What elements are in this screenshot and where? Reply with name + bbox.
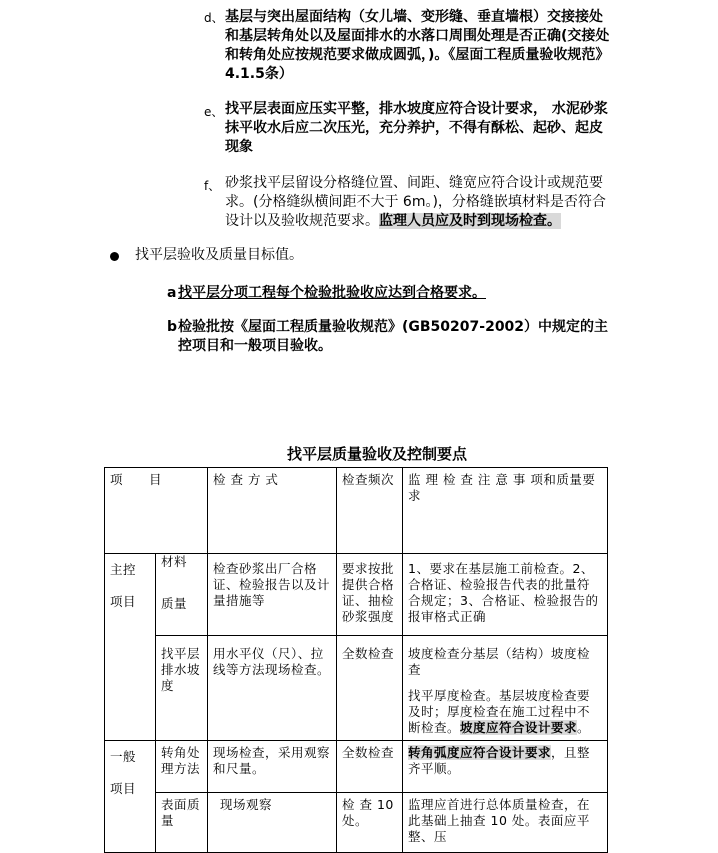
table-header-row — [105, 468, 608, 554]
header-item: 项 目 — [105, 468, 208, 554]
row2-subitem: 找平层排水坡度 — [156, 636, 208, 741]
row2-notes-bold: 坡度应符合设计要求 — [460, 720, 578, 735]
table-row — [105, 741, 608, 793]
row2-notes-line1: 坡度检查分基层（结构）坡度检查 — [408, 646, 591, 677]
row3-method: 现场检查，采用观察和尺量。 — [208, 741, 337, 793]
row4-method: 现场观察 — [208, 793, 337, 853]
row2-notes-para2 — [408, 688, 602, 736]
bullet-text: 找平层验收及质量目标值。 — [135, 247, 303, 263]
row3-subitem: 转角处理方法 — [156, 741, 208, 793]
header-notes: 监 理 检 查 注 意 事 项和质量要求 — [403, 468, 608, 554]
row3-notes-text: ，且整齐平顺。 — [408, 745, 591, 776]
table-row — [105, 793, 608, 853]
item-d-marker: d、 — [204, 11, 224, 25]
group-main-control: 主控 项目 — [105, 554, 156, 741]
item-f-text-bold: 监理人员应及时到现场检查。 — [379, 213, 561, 229]
header-method: 检 查 方 式 — [208, 468, 337, 554]
sub-b-text-content: 检验批按《屋面工程质量验收规范》(GB50207-2002）中规定的主控项目和一般项目验收。 — [178, 319, 609, 354]
row2-notes-end: 。 — [577, 720, 591, 735]
group-general: 一般 项目 — [105, 741, 156, 853]
row1-notes: 1、要求在基层施工前检查。2、合格证、检验报告代表的批量符合规定；3、合格证、检验报告的报审格式正确 — [403, 554, 608, 636]
item-e-text: 找平层表面应压实平整，排水坡度应符合设计要求， 水泥砂浆抹平收水后应二次压光，充分养护，不得有酥松、起砂、起皮现象 — [225, 101, 608, 155]
table-row — [105, 554, 608, 636]
row2-notes-text: 找平厚度检查。基层坡度检查要及时；厚度检查在施工过程中不断检查。 — [408, 688, 591, 735]
item-f-text — [225, 174, 611, 231]
row2-frequency: 全数检查 — [337, 636, 403, 741]
sub-b-marker: b — [167, 319, 178, 335]
bullet-dot-icon — [110, 252, 119, 261]
item-f-text-normal: 砂浆找平层留设分格缝位置、间距、缝宽应符合设计或规范要求。(分格缝纵横间距不大于 6m。)，分格缝嵌填材料是否符合设计以及验收规范要求。 — [225, 175, 606, 229]
row1-frequency: 要求按批提供合格证、抽检砂浆强度 — [337, 554, 403, 636]
row4-frequency: 检 查 10 处。 — [337, 793, 403, 853]
row2-method: 用水平仪（尺）、拉线等方法现场检查。 — [208, 636, 337, 741]
row3-frequency: 全数检查 — [337, 741, 403, 793]
sub-a-marker: a — [167, 285, 177, 301]
table-title: 找平层质量验收及控制要点 — [286, 445, 467, 463]
row4-subitem: 表面质量 — [156, 793, 208, 853]
table-row — [105, 636, 608, 741]
row1-subitem-line2: 质量 — [161, 596, 188, 611]
row1-method: 检查砂浆出厂合格证、检验报告以及计量措施等 — [208, 554, 337, 636]
sub-b-text — [178, 318, 610, 356]
row2-notes — [403, 636, 608, 741]
row4-notes: 监理应首进行总体质量检查，在此基础上抽查 10 处。表面应平整、压 — [403, 793, 608, 853]
row3-notes — [403, 741, 608, 793]
quality-control-table — [104, 467, 608, 853]
sub-a-text: 找平层分项工程每个检验批验收应达到合格要求。 — [178, 285, 486, 301]
item-d-text: 基层与突出屋面结构（女儿墙、变形缝、垂直墙根）交接接处和基层转角处以及屋面排水的水落口周围处理是否正确(交接处和转角处应按规范要求做成圆弧，)。《屋面工程质量验收规范》4.1.5条） — [225, 9, 610, 82]
row1-subitem-line1: 材料 — [161, 554, 188, 569]
header-frequency: 检查频次 — [337, 468, 403, 554]
item-f-marker: f、 — [204, 179, 221, 193]
row3-notes-bold: 转角弧度应符合设计要求 — [408, 745, 552, 760]
row1-subitem — [156, 554, 208, 636]
item-e-marker: e、 — [204, 105, 224, 119]
